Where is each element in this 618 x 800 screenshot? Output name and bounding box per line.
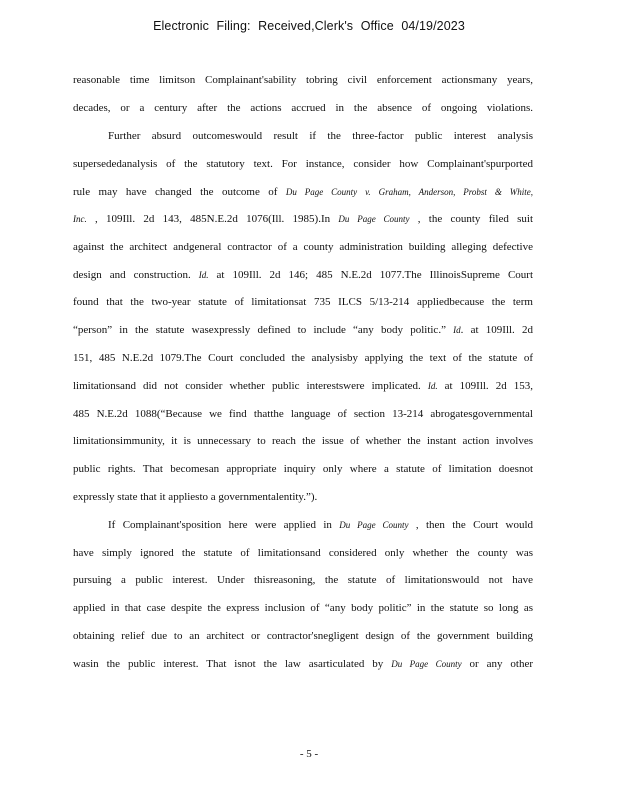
case-citation: Inc.	[73, 214, 87, 224]
body-line: limitationsand did not consider whether public interestswere implicated. Id. at 109Ill. 2d 153,	[73, 380, 534, 392]
body-line: 151, 485 N.E.2d 1079.The Court concluded the analysisby applying the text of the statute of	[73, 352, 533, 364]
body-line: against the architect andgeneral contractor of a county administration building alleging defective	[73, 241, 533, 253]
body-line: limitationsimmunity, it is unnecessary to reach the issue of whether the instant action involves	[73, 435, 533, 447]
id-citation: Id.	[427, 381, 438, 391]
body-line: 485 N.E.2d 1088(“Because we find thatthe language of section 13-214 abrogatesgovernmental	[73, 408, 533, 420]
body-line: decades, or a century after the actions accrued in the absence of ongoing violations.	[73, 102, 533, 114]
body-line: wasin the public interest. That isnot the law asarticulated by Du Page County or any other	[73, 658, 534, 670]
body-line: obtaining relief due to an architect or contractor'snegligent design of the government building	[73, 630, 533, 642]
body-line: reasonable time limitson Complainant'sability tobring civil enforcement actionsmany years,	[73, 74, 533, 86]
body-line: supersededanalysis of the statutory text. For instance, consider how Complainant'spurported	[73, 158, 533, 170]
body-line: rule may have changed the outcome of Du Page County v. Graham, Anderson, Probst & White,	[73, 186, 533, 198]
page-number: - 5 -	[299, 748, 319, 760]
body-line: expressly state that it appliesto a governmentalentity.”).	[73, 491, 318, 503]
case-citation: Du Page County	[339, 520, 409, 530]
case-citation: Du Page County	[391, 659, 462, 669]
case-citation: Du Page County	[338, 214, 410, 224]
body-line: have simply ignored the statute of limitationsand considered only whether the county was	[73, 547, 533, 559]
body-line: If Complainant'sposition here were applied in Du Page County , then the Court would	[108, 519, 534, 531]
body-line: Inc. , 109Ill. 2d 143, 485N.E.2d 1076(Ill. 1985).In Du Page County , the county filed suit	[73, 213, 534, 225]
body-line: Further absurd outcomeswould result if the three-factor public interest analysis	[108, 130, 533, 142]
body-line: “person” in the statute wasexpressly defined to include “any body politic.” Id. at 109Ill. 2d	[73, 324, 534, 336]
body-line: public rights. That becomesan appropriate inquiry only where a statute of limitation doesnot	[73, 463, 533, 475]
case-citation: Du Page County v. Graham, Anderson, Probst & White,	[285, 187, 533, 197]
body-line: design and construction. Id. at 109Ill. 2d 146; 485 N.E.2d 1077.The IllinoisSupreme Court	[73, 269, 534, 281]
id-citation: Id	[453, 325, 461, 335]
body-line: found that the two-year statute of limitationsat 735 ILCS 5/13-214 appliedbecause the term	[73, 296, 533, 308]
id-citation: Id.	[198, 270, 209, 280]
body-line: pursuing a public interest. Under thisreasoning, the statute of limitationswould not have	[73, 574, 533, 586]
filing-header: Electronic Filing: Received,Clerk's Office 04/19/2023	[153, 19, 465, 33]
body-line: applied in that case despite the express inclusion of “any body politic” in the statute so long as	[73, 602, 533, 614]
